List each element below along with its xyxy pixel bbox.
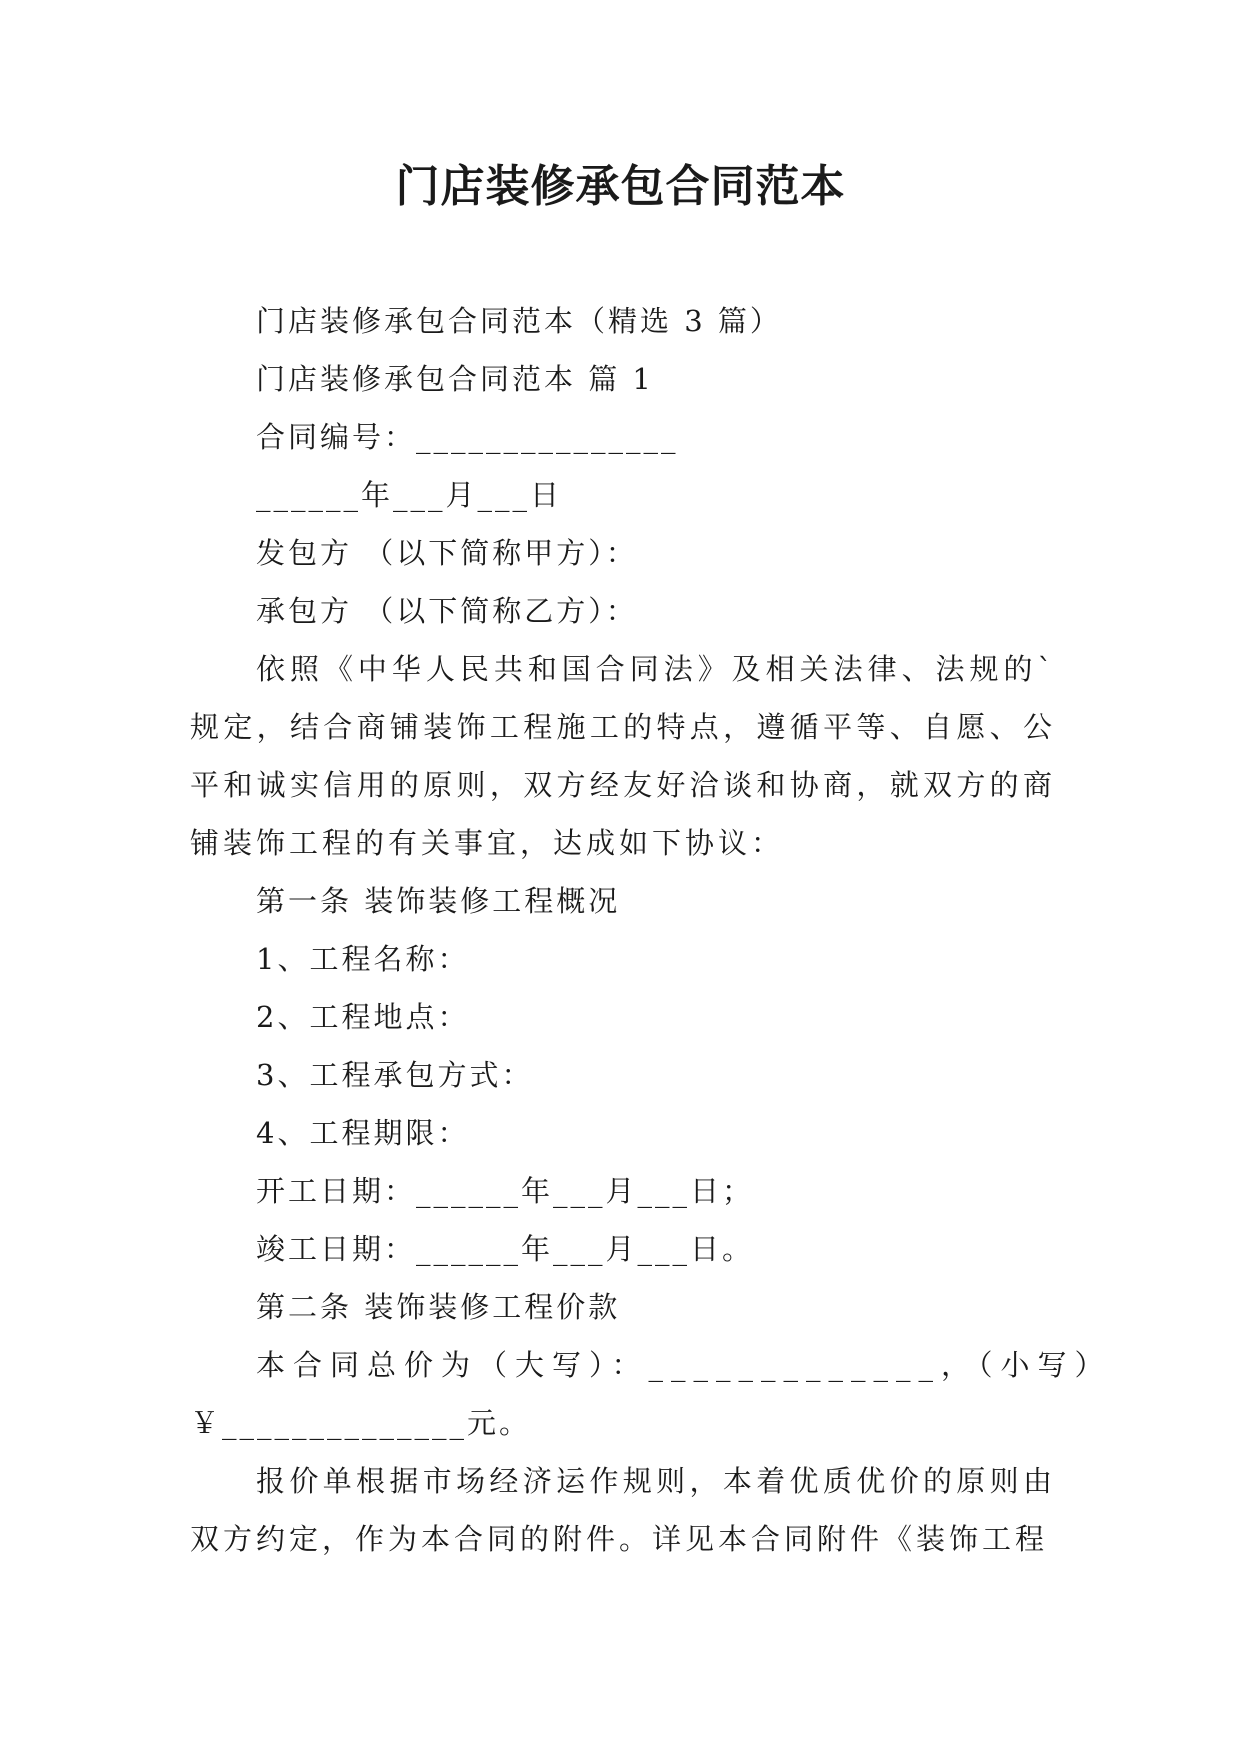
price-line-1: 本合同总价为（大写）：_____________，（小写） (256, 1348, 1112, 1382)
part-heading: 门店装修承包合同范本 篇 1 (256, 362, 654, 396)
section1-item-period: 4、工程期限： (256, 1116, 470, 1150)
date-line: ______年___月___日 (256, 478, 563, 512)
end-date-line: 竣工日期：______年___月___日。 (256, 1232, 755, 1266)
section1-item-method: 3、工程承包方式： (256, 1058, 534, 1092)
section2-heading: 第二条 装饰装修工程价款 (256, 1290, 621, 1324)
contract-number-line: 合同编号：_______________ (256, 420, 679, 454)
document-body (190, 292, 1112, 1568)
basis-paragraph: 依照《中华人民共和国合同法》及相关法律、法规的`规定，结合商铺装饰工程施工的特点，遵循平等、自愿、公平和诚实信用的原则，双方经友好洽谈和协商，就双方的商铺装饰工程的有关事宜，达成如下协议： (190, 652, 1056, 860)
party-a-line: 发包方 （以下简称甲方）： (256, 536, 638, 570)
section1-item-name: 1、工程名称： (256, 942, 470, 976)
party-b-line: 承包方 （以下简称乙方）： (256, 594, 638, 628)
price-line-2: ￥______________元。 (190, 1406, 532, 1440)
start-date-line: 开工日期：______年___月___日； (256, 1174, 755, 1208)
section1-heading: 第一条 装饰装修工程概况 (256, 884, 621, 918)
section1-item-location: 2、工程地点： (256, 1000, 470, 1034)
document-title: 门店装修承包合同范本 (395, 161, 846, 212)
subtitle-line: 门店装修承包合同范本（精选 3 篇） (256, 304, 782, 338)
quote-paragraph: 报价单根据市场经济运作规则，本着优质优价的原则由双方约定，作为本合同的附件。详见本合同附件《装饰工程 (190, 1464, 1056, 1556)
